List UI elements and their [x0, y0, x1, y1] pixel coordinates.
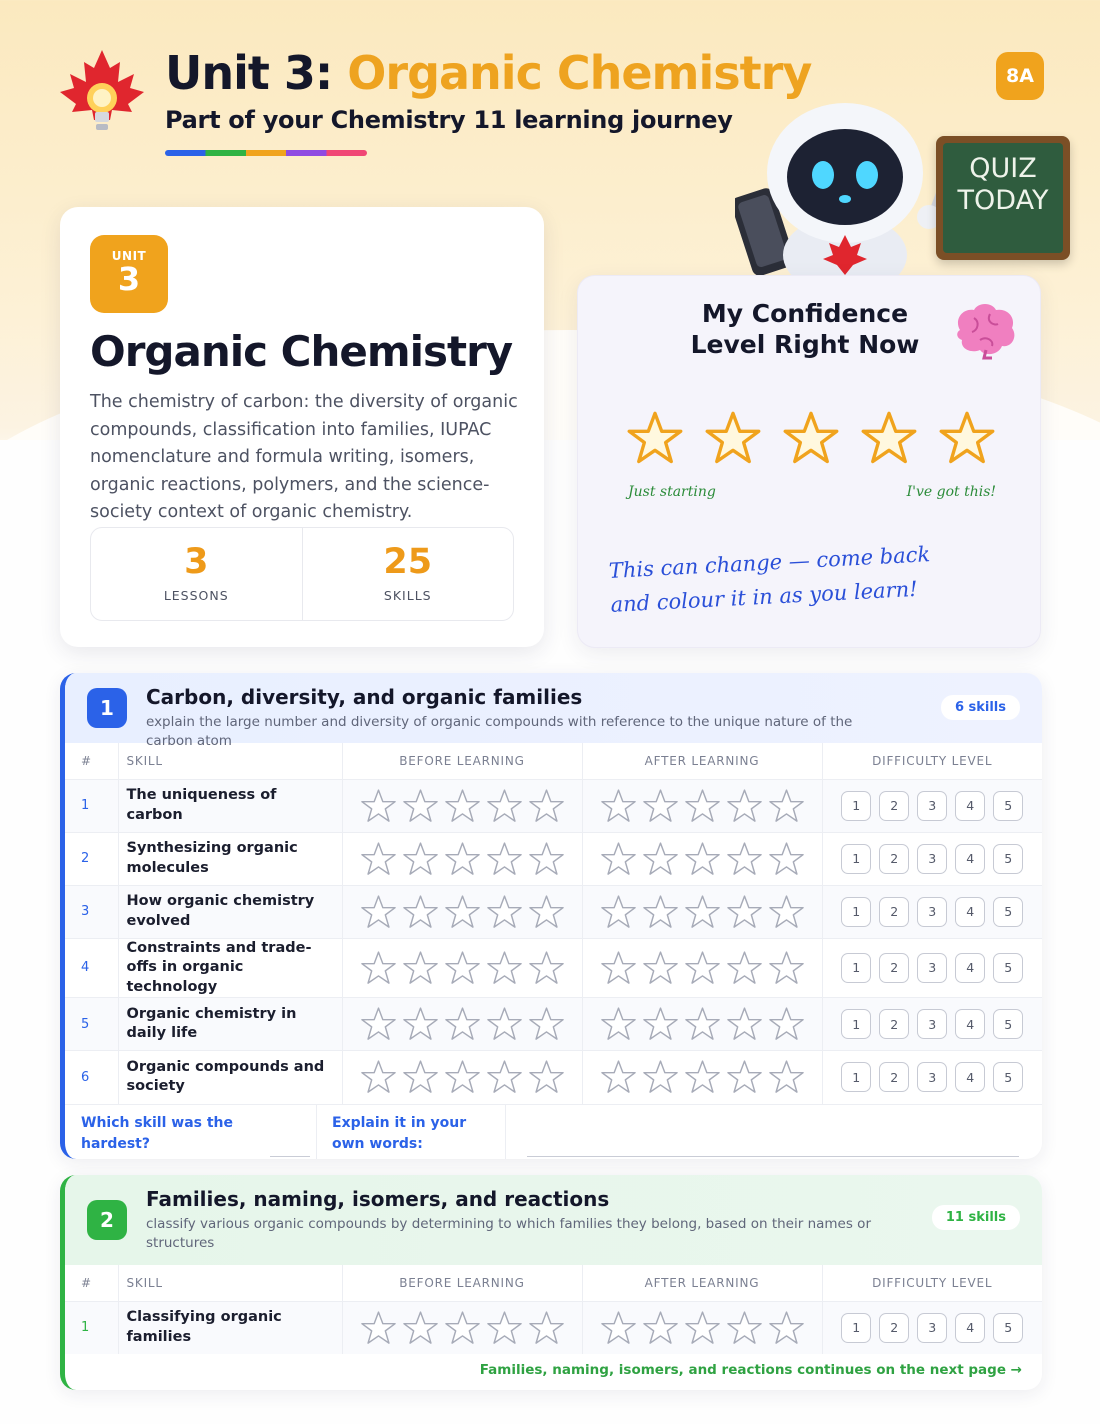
rating-star-icon[interactable] — [725, 1006, 764, 1042]
rating-star-icon[interactable] — [401, 788, 440, 824]
after-learning-stars — [582, 998, 822, 1051]
col-header-before: BEFORE LEARNING — [342, 1265, 582, 1301]
difficulty-option[interactable]: 5 — [993, 953, 1023, 983]
rating-star-icon[interactable] — [767, 841, 806, 877]
rating-star-icon[interactable] — [767, 950, 806, 986]
stat-value: 25 — [383, 542, 433, 582]
before-learning-stars — [342, 779, 582, 832]
rating-star-icon[interactable] — [359, 788, 398, 824]
skill-name: Classifying organic families — [118, 1301, 342, 1354]
confidence-star-row — [626, 410, 996, 466]
rating-star-icon[interactable] — [527, 841, 566, 877]
section-title: Carbon, diversity, and organic families — [146, 685, 583, 709]
skill-name: Synthesizing organic molecules — [118, 832, 342, 885]
unit-badge-number: 3 — [117, 260, 141, 298]
rating-star-icon[interactable] — [683, 1059, 722, 1095]
difficulty-option[interactable]: 4 — [955, 897, 985, 927]
rating-star-icon[interactable] — [725, 788, 764, 824]
difficulty-option[interactable]: 2 — [879, 953, 909, 983]
section-skill-count: 6 skills — [941, 695, 1020, 720]
before-learning-stars — [342, 998, 582, 1051]
rating-star-icon[interactable] — [485, 950, 524, 986]
col-header-num: # — [65, 1265, 118, 1301]
rating-star-icon[interactable] — [359, 950, 398, 986]
col-header-difficulty: DIFFICULTY LEVEL — [872, 753, 993, 768]
low-confidence-label: Just starting — [628, 484, 716, 500]
col-header-before: BEFORE LEARNING — [342, 743, 582, 779]
rating-star-icon[interactable] — [443, 1059, 482, 1095]
rating-star-icon[interactable] — [599, 788, 638, 824]
skill-name: Organic chemistry in daily life — [118, 998, 342, 1051]
difficulty-option[interactable]: 4 — [955, 844, 985, 874]
section-title: Families, naming, isomers, and reactions — [146, 1187, 610, 1211]
col-header-after: AFTER LEARNING — [582, 743, 822, 779]
robot-mascot-icon — [735, 95, 955, 280]
rating-star-icon[interactable] — [767, 1059, 806, 1095]
after-learning-stars — [582, 832, 822, 885]
title-prefix: Unit 3: — [165, 46, 333, 100]
col-header-difficulty: DIFFICULTY LEVEL — [872, 1275, 993, 1290]
difficulty-option[interactable]: 4 — [955, 1313, 985, 1343]
rating-star-icon[interactable] — [683, 841, 722, 877]
rating-star-icon[interactable] — [359, 841, 398, 877]
difficulty-option[interactable]: 4 — [955, 1009, 985, 1039]
difficulty-option[interactable]: 5 — [993, 1009, 1023, 1039]
difficulty-option[interactable]: 2 — [879, 1313, 909, 1343]
difficulty-option[interactable]: 5 — [993, 897, 1023, 927]
rating-star-icon[interactable] — [527, 950, 566, 986]
rating-star-icon[interactable] — [599, 841, 638, 877]
continue-note: Families, naming, isomers, and reactions continues on the next page → — [479, 1362, 1022, 1378]
difficulty-option[interactable]: 5 — [993, 791, 1023, 821]
grade-badge: 8A — [996, 52, 1044, 100]
confidence-title-line1: My Confidence — [701, 299, 909, 328]
after-learning-stars — [582, 1301, 822, 1354]
skill-number: 4 — [65, 938, 118, 998]
difficulty-selector — [822, 832, 1042, 885]
table-row — [65, 885, 1042, 938]
rating-star-icon[interactable] — [683, 1006, 722, 1042]
confidence-star-icon[interactable] — [704, 410, 762, 466]
difficulty-option[interactable]: 2 — [879, 1009, 909, 1039]
after-learning-stars — [582, 779, 822, 832]
confidence-note-line1: This can change — come back — [608, 542, 931, 583]
hardest-skill-answer-line[interactable] — [270, 1156, 310, 1157]
rating-star-icon[interactable] — [443, 1310, 482, 1346]
hardest-skill-prompt: Which skill was the hardest? — [81, 1114, 234, 1152]
rating-star-icon[interactable] — [527, 1310, 566, 1346]
table-row — [65, 998, 1042, 1051]
rating-star-icon[interactable] — [725, 1310, 764, 1346]
section-description: classify various organic compounds by determining to which families they belong, based on their names or structures — [146, 1216, 871, 1251]
difficulty-option[interactable]: 5 — [993, 844, 1023, 874]
section-header — [65, 1175, 1042, 1265]
table-row — [65, 1051, 1042, 1104]
explain-prompt: Explain it in your own words: — [332, 1114, 467, 1152]
rating-star-icon[interactable] — [485, 841, 524, 877]
skill-number: 5 — [65, 998, 118, 1051]
section-1 — [60, 673, 1042, 1159]
skill-name: How organic chemistry evolved — [118, 885, 342, 938]
rating-star-icon[interactable] — [443, 950, 482, 986]
rating-star-icon[interactable] — [485, 1310, 524, 1346]
skill-name: Constraints and trade-offs in organic technology — [118, 938, 342, 998]
difficulty-selector — [822, 998, 1042, 1051]
rating-star-icon[interactable] — [401, 841, 440, 877]
unit-summary-card — [60, 207, 544, 647]
rating-star-icon[interactable] — [527, 1006, 566, 1042]
difficulty-selector — [822, 1301, 1042, 1354]
rating-star-icon[interactable] — [725, 841, 764, 877]
before-learning-stars — [342, 938, 582, 998]
rating-star-icon[interactable] — [683, 950, 722, 986]
stat-label: SKILLS — [383, 588, 432, 603]
confidence-star-icon[interactable] — [860, 410, 918, 466]
rating-star-icon[interactable] — [725, 950, 764, 986]
table-row — [65, 832, 1042, 885]
difficulty-selector — [822, 779, 1042, 832]
after-learning-stars — [582, 1051, 822, 1104]
maple-leaf-lightbulb-logo-icon — [58, 48, 146, 140]
rating-star-icon[interactable] — [485, 1059, 524, 1095]
title-main: Organic Chemistry — [347, 46, 812, 100]
skills-table — [65, 1265, 1042, 1354]
board-line-2: TODAY — [957, 185, 1049, 216]
rating-star-icon[interactable] — [401, 894, 440, 930]
skill-number: 2 — [65, 832, 118, 885]
unit-badge-label: UNIT — [111, 249, 147, 263]
rating-star-icon[interactable] — [641, 1059, 680, 1095]
stat-label: LESSONS — [163, 588, 229, 603]
difficulty-option[interactable]: 1 — [841, 844, 871, 874]
section-number: 2 — [87, 1200, 127, 1240]
rating-star-icon[interactable] — [641, 1006, 680, 1042]
page-title — [165, 46, 811, 100]
difficulty-selector — [822, 885, 1042, 938]
confidence-star-icon[interactable] — [626, 410, 684, 466]
confidence-card — [577, 275, 1041, 648]
skill-name: The uniqueness of carbon — [118, 779, 342, 832]
before-learning-stars — [342, 832, 582, 885]
rating-star-icon[interactable] — [359, 1059, 398, 1095]
stat-value: 3 — [184, 542, 209, 582]
rating-star-icon[interactable] — [443, 894, 482, 930]
stat-skills — [302, 528, 514, 620]
difficulty-option[interactable]: 4 — [955, 1062, 985, 1092]
difficulty-option[interactable]: 5 — [993, 1062, 1023, 1092]
confidence-note-line2: and colour it in as you learn! — [610, 576, 919, 617]
difficulty-option[interactable]: 1 — [841, 1313, 871, 1343]
difficulty-option[interactable]: 4 — [955, 953, 985, 983]
skill-number: 3 — [65, 885, 118, 938]
stat-lessons — [91, 528, 302, 620]
unit-stats — [90, 527, 514, 621]
section-2 — [60, 1175, 1042, 1390]
difficulty-option[interactable]: 5 — [993, 1313, 1023, 1343]
rating-star-icon[interactable] — [359, 1006, 398, 1042]
difficulty-option[interactable]: 1 — [841, 1062, 871, 1092]
rating-star-icon[interactable] — [401, 950, 440, 986]
rating-star-icon[interactable] — [485, 788, 524, 824]
difficulty-selector — [822, 1051, 1042, 1104]
rating-star-icon[interactable] — [683, 788, 722, 824]
difficulty-option[interactable]: 3 — [917, 953, 947, 983]
difficulty-option[interactable]: 3 — [917, 791, 947, 821]
rating-star-icon[interactable] — [527, 1059, 566, 1095]
table-row — [65, 779, 1042, 832]
table-row — [65, 1301, 1042, 1354]
difficulty-option[interactable]: 2 — [879, 1062, 909, 1092]
col-header-skill: SKILL — [118, 1265, 342, 1301]
rating-star-icon[interactable] — [527, 788, 566, 824]
col-header-after: AFTER LEARNING — [582, 1265, 822, 1301]
rating-star-icon[interactable] — [599, 1006, 638, 1042]
table-row — [65, 938, 1042, 998]
difficulty-option[interactable]: 3 — [917, 1313, 947, 1343]
rating-star-icon[interactable] — [641, 1310, 680, 1346]
rating-star-icon[interactable] — [443, 841, 482, 877]
confidence-title-line2: Level Right Now — [690, 330, 920, 359]
difficulty-option[interactable]: 3 — [917, 1062, 947, 1092]
brain-icon — [950, 300, 1020, 360]
page-subtitle: Part of your Chemistry 11 learning journey — [165, 106, 733, 134]
difficulty-option[interactable]: 3 — [917, 844, 947, 874]
high-confidence-label: I've got this! — [906, 484, 996, 500]
rating-star-icon[interactable] — [599, 894, 638, 930]
rating-star-icon[interactable] — [359, 1310, 398, 1346]
difficulty-option[interactable]: 1 — [841, 791, 871, 821]
confidence-note — [608, 532, 1031, 622]
difficulty-option[interactable]: 2 — [879, 791, 909, 821]
unit-badge — [90, 235, 168, 313]
rating-star-icon[interactable] — [767, 788, 806, 824]
rating-star-icon[interactable] — [527, 894, 566, 930]
rating-star-icon[interactable] — [401, 1006, 440, 1042]
skill-number: 1 — [65, 1301, 118, 1354]
reflection-divider — [505, 1105, 506, 1160]
rating-star-icon[interactable] — [485, 894, 524, 930]
rating-star-icon[interactable] — [683, 894, 722, 930]
difficulty-option[interactable]: 2 — [879, 897, 909, 927]
reflection-row — [65, 1104, 1042, 1160]
difficulty-option[interactable]: 3 — [917, 1009, 947, 1039]
explain-answer-line[interactable] — [527, 1156, 1019, 1157]
quiz-today-chalkboard — [936, 136, 1070, 260]
before-learning-stars — [342, 1301, 582, 1354]
before-learning-stars — [342, 1051, 582, 1104]
rating-star-icon[interactable] — [641, 950, 680, 986]
skill-number: 1 — [65, 779, 118, 832]
rating-star-icon[interactable] — [767, 894, 806, 930]
rating-star-icon[interactable] — [725, 1059, 764, 1095]
col-header-num: # — [65, 743, 118, 779]
section-number: 1 — [87, 688, 127, 728]
before-learning-stars — [342, 885, 582, 938]
unit-description: The chemistry of carbon: the diversity of organic compounds, classification into families, IUPAC nomenclature and formula writing, isomers, organic reactions, polymers, and the science-society context of organic chemistry. — [90, 392, 518, 522]
rating-star-icon[interactable] — [683, 1310, 722, 1346]
rating-star-icon[interactable] — [725, 894, 764, 930]
difficulty-option[interactable]: 1 — [841, 897, 871, 927]
rating-star-icon[interactable] — [599, 1059, 638, 1095]
section-header — [65, 673, 1042, 749]
rating-star-icon[interactable] — [359, 894, 398, 930]
difficulty-option[interactable]: 1 — [841, 1009, 871, 1039]
rating-star-icon[interactable] — [443, 788, 482, 824]
difficulty-option[interactable]: 3 — [917, 897, 947, 927]
rating-star-icon[interactable] — [401, 1059, 440, 1095]
rating-star-icon[interactable] — [767, 1310, 806, 1346]
reflection-divider — [316, 1105, 317, 1160]
unit-name: Organic Chemistry — [90, 327, 513, 376]
rating-star-icon[interactable] — [485, 1006, 524, 1042]
rating-star-icon[interactable] — [443, 1006, 482, 1042]
rating-star-icon[interactable] — [599, 950, 638, 986]
after-learning-stars — [582, 938, 822, 998]
difficulty-option[interactable]: 4 — [955, 791, 985, 821]
rating-star-icon[interactable] — [641, 788, 680, 824]
rating-star-icon[interactable] — [767, 1006, 806, 1042]
col-header-skill: SKILL — [118, 743, 342, 779]
difficulty-option[interactable]: 1 — [841, 953, 871, 983]
skill-number: 6 — [65, 1051, 118, 1104]
rainbow-underline — [165, 150, 367, 156]
after-learning-stars — [582, 885, 822, 938]
rating-star-icon[interactable] — [401, 1310, 440, 1346]
skills-table — [65, 743, 1042, 1104]
rating-star-icon[interactable] — [641, 841, 680, 877]
difficulty-option[interactable]: 2 — [879, 844, 909, 874]
confidence-star-icon[interactable] — [782, 410, 840, 466]
skill-name: Organic compounds and society — [118, 1051, 342, 1104]
rating-star-icon[interactable] — [641, 894, 680, 930]
rating-star-icon[interactable] — [599, 1310, 638, 1346]
board-line-1: QUIZ — [969, 153, 1037, 184]
difficulty-selector — [822, 938, 1042, 998]
section-skill-count: 11 skills — [932, 1205, 1020, 1230]
section-description: explain the large number and diversity of organic compounds with reference to the unique nature of the carbon atom — [146, 714, 853, 749]
confidence-star-icon[interactable] — [938, 410, 996, 466]
